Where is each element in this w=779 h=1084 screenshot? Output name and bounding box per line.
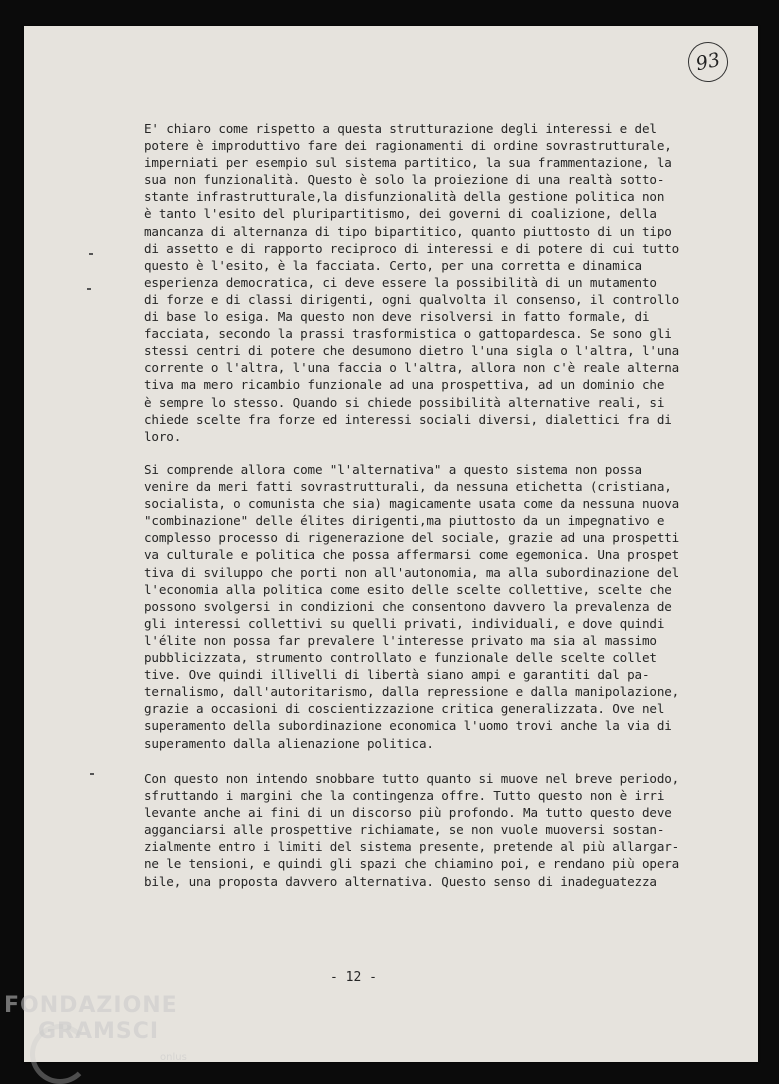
text-line: Con questo non intendo snobbare tutto quanto si muove nel breve periodo, — [144, 771, 680, 786]
text-line: sfruttando i margini che la contingenza offre. Tutto questo non è irri — [144, 788, 665, 804]
text-line: tiva di sviluppo che porti non all'autonomia, ma alla subordinazione del — [144, 564, 680, 580]
watermark-suffix: onlus — [160, 1052, 187, 1063]
text-line: stante infrastrutturale,la disfunzionalità della gestione politica non — [144, 189, 665, 205]
paragraph-3 — [144, 770, 680, 890]
text-line: l'élite non possa far prevalere l'interesse privato ma sia al massimo — [144, 632, 657, 648]
text-line: superamento dalla alienazione politica. — [144, 735, 434, 751]
text-line: di forze e di classi dirigenti, ogni qualvolta il consenso, il controllo — [144, 291, 680, 307]
margin-mark — [90, 773, 94, 775]
text-line: loro. — [144, 428, 182, 444]
text-line: mancanza di alternanza di tipo bipartitico, quanto piuttosto di un tipo — [144, 223, 672, 239]
text-line: è tanto l'esito del pluripartitismo, dei governi di coalizione, della — [144, 206, 657, 222]
watermark-line-2: GRAMSCI — [38, 1019, 160, 1044]
text-line: facciata, secondo la prassi trasformistica o gattopardesca. Se sono gli — [144, 326, 672, 342]
text-line: gli interessi collettivi su quelli privati, individuali, e dove quindi — [144, 615, 665, 631]
text-line: Si comprende allora come "l'alternativa" a questo sistema non possa — [144, 462, 642, 477]
text-line: venire da meri fatti sovrastrutturali, da nessuna etichetta (cristiana, — [144, 479, 672, 495]
text-line: ternalismo, dall'autoritarismo, dalla repressione e dalla manipolazione, — [144, 684, 680, 700]
margin-mark — [87, 288, 91, 290]
text-line: "combinazione" delle élites dirigenti,ma piuttosto da un impegnativo e — [144, 513, 665, 529]
text-line: chiede scelte fra forze ed interessi sociali diversi, dialettici fra di — [144, 411, 672, 427]
margin-mark — [89, 253, 93, 255]
text-line: va culturale e politica che possa affermarsi come egemonica. Una prospet — [144, 547, 680, 563]
text-line: di assetto e di rapporto reciproco di interessi e di potere di cui tutto — [144, 240, 680, 256]
text-line: E' chiaro come rispetto a questa strutturazione degli interessi e del — [144, 121, 657, 136]
text-line: superamento della subordinazione economica l'uomo trovi anche la via di — [144, 718, 672, 734]
text-line: corrente o l'altra, l'una faccia o l'altra, allora non c'è reale alterna — [144, 360, 680, 376]
text-line: complesso processo di rigenerazione del sociale, grazie ad una prospetti — [144, 530, 680, 546]
text-line: è sempre lo stesso. Quando si chiede possibilità alternative reali, si — [144, 394, 665, 410]
text-line: levante anche ai fini di un discorso più profondo. Ma tutto questo deve — [144, 805, 672, 821]
text-line: zialmente entro i limiti del sistema presente, pretende al più allargar- — [144, 839, 680, 855]
text-line: potere è improduttivo fare dei ragionamenti di ordine sovrastrutturale, — [144, 138, 672, 154]
text-line: grazie a occasioni di coscientizzazione critica generalizzata. Ove nel — [144, 701, 665, 717]
text-line: questo è l'esito, è la facciata. Certo, per una corretta e dinamica — [144, 257, 642, 273]
paragraph-1 — [144, 120, 680, 445]
page-number: - 12 - — [330, 970, 377, 985]
watermark-line-1: FONDAZIONE — [4, 993, 178, 1018]
text-line: sua non funzionalità. Questo è solo la proiezione di una realtà sotto- — [144, 172, 665, 188]
text-line: l'economia alla politica come esito delle scelte collettive, scelte che — [144, 581, 672, 597]
text-line: possono svolgersi in condizioni che consentono davvero la prevalenza de — [144, 598, 672, 614]
text-line: ne le tensioni, e quindi gli spazi che chiamino poi, e rendano più opera — [144, 856, 680, 872]
text-line: pubblicizzata, strumento controllato e funzionale delle scelte collet — [144, 650, 657, 666]
text-line: agganciarsi alle prospettive richiamate, se non vuole muoversi sostan- — [144, 822, 665, 838]
text-line: di base lo esiga. Ma questo non deve risolversi in fatto formale, di — [144, 309, 650, 325]
text-line: bile, una proposta davvero alternativa. Questo senso di inadeguatezza — [144, 873, 657, 889]
text-line: imperniati per esempio sul sistema partitico, la sua frammentazione, la — [144, 155, 672, 171]
paragraph-2 — [144, 461, 680, 752]
archive-number-stamp: 93 — [684, 38, 731, 85]
text-line: esperienza democratica, ci deve essere la possibilità di un mutamento — [144, 274, 657, 290]
watermark-logo — [4, 993, 187, 1063]
text-line: tive. Ove quindi illivelli di libertà siano ampi e garantiti dal pa- — [144, 667, 650, 683]
text-line: stessi centri di potere che desumono dietro l'una sigla o l'altra, l'una — [144, 343, 680, 359]
text-line: socialista, o comunista che sia) magicamente usata come da nessuna nuova — [144, 496, 680, 512]
text-line: tiva ma mero ricambio funzionale ad una prospettiva, ad un dominio che — [144, 377, 665, 393]
